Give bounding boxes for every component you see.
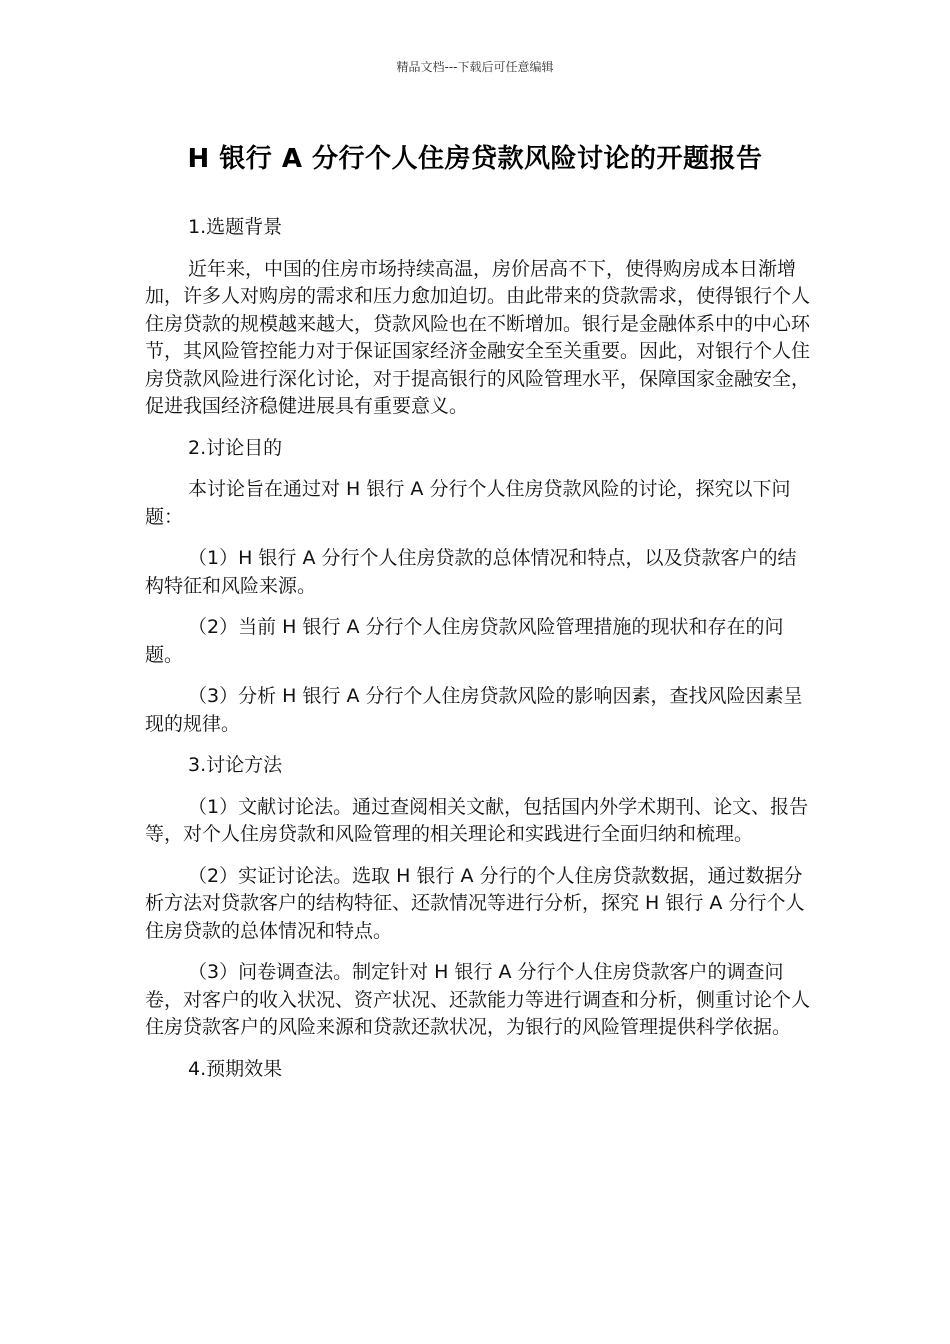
section-heading-expected-results: 4.预期效果 xyxy=(188,1057,283,1080)
section-heading-methods: 3.讨论方法 xyxy=(188,754,283,776)
section-heading-purpose: 2.讨论目的 xyxy=(188,436,283,459)
section-heading-background: 1.选题背景 xyxy=(188,216,283,238)
page-header: 精品文档---下载后可任意编辑 xyxy=(396,60,554,74)
purpose-item-3: （3）分析 H 银行 A 分行个人住房贷款风险的影响因素，查找风险因素呈现的规律。 xyxy=(145,685,803,735)
document-title: H 银行 A 分行个人住房贷款风险讨论的开题报告 xyxy=(187,144,763,174)
document-body xyxy=(145,214,810,1097)
method-item-2: （2）实证讨论法。选取 H 银行 A 分行的个人住房贷款数据，通过数据分析方法对贷款客户的结构特征、还款情况等进行分析，探究 H 银行 A 分行个人住房贷款的总体情况和特点。 xyxy=(145,864,805,942)
purpose-item-2: （2）当前 H 银行 A 分行个人住房贷款风险管理措施的现状和存在的问题。 xyxy=(145,616,784,666)
background-paragraph: 近年来，中国的住房市场持续高温，房价居高不下，使得购房成本日渐增加，许多人对购房的需求和压力愈加迫切。由此带来的贷款需求，使得银行个人住房贷款的规模越来越大，贷款风险也在不断增加。银行是金融体系中的中心环节，其风险管控能力对于保证国家经济金融安全至关重要。因此，对银行个人住房贷款风险进行深化讨论，对于提高银行的风险管理水平，保障国家金融安全，促进我国经济稳健进展具有重要意义。 xyxy=(145,257,811,417)
purpose-item-1: （1）H 银行 A 分行个人住房贷款的总体情况和特点，以及贷款客户的结构特征和风险来源。 xyxy=(145,547,797,597)
purpose-intro-paragraph: 本讨论旨在通过对 H 银行 A 分行个人住房贷款风险的讨论，探究以下问题： xyxy=(145,478,791,528)
method-item-3: （3）问卷调查法。制定针对 H 银行 A 分行个人住房贷款客户的调查问卷，对客户的收入状况、资产状况、还款能力等进行调查和分析，侧重讨论个人住房贷款客户的风险来源和贷款还款状况，为银行的风险管理提供科学依据。 xyxy=(145,961,811,1038)
method-item-1: （1）文献讨论法。通过查阅相关文献，包括国内外学术期刊、论文、报告等，对个人住房贷款和风险管理的相关理论和实践进行全面归纳和梳理。 xyxy=(145,795,809,845)
